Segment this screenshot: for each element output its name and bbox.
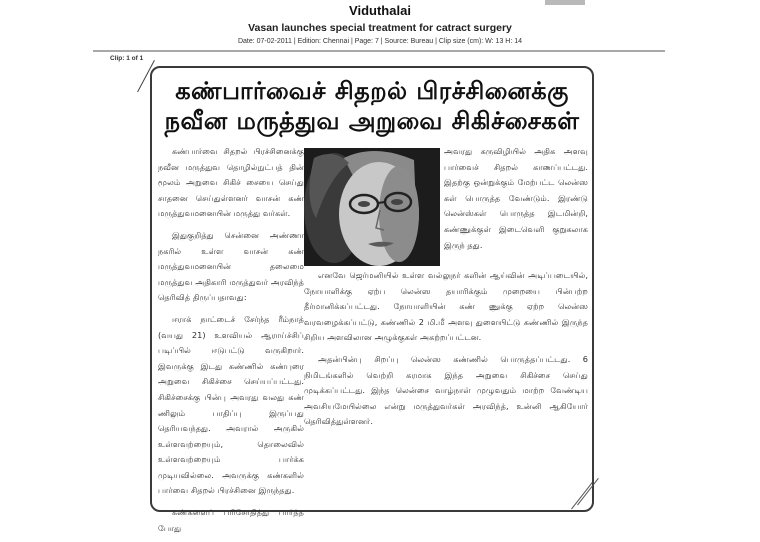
paragraph: கண்பார்வை சிதறல் பிரச்சினைக்கு நவீன மருத்துவ தொழில்நுட்பத் தின் மூலம் அறுவை சிகிச் சையை செய்து சாதனை செய்துள்ளனர் வாசன் கண் மருத்துவமனையின் மருத்து வர்கள். xyxy=(158,146,304,219)
newspaper-clipping xyxy=(150,66,594,533)
clip-count-label: Clip: 1 of 1 xyxy=(110,55,144,62)
paragraph: அவரது கருவிழியில் அதிக அளவு பார்வைச் சிதறல் காணப்பட்டது. இதற்கு ஒன்றுக்கும் மேற்பட்ட லென்ஸ கள் பொருத்த வேண்டும். இரண்டு லென்ஸ்கள் பொருத்த இடமின்றி, கண்ணுக்குள் இடைவெளி குறுகலாக இருந் தது. xyxy=(444,146,588,250)
article-column-left xyxy=(158,144,304,542)
clip-metadata: Date: 07-02-2011 | Edition: Chennai | Page: 7 | Source: Bureau | Clip size (cm): W: 13 H: 14 xyxy=(237,38,523,45)
paragraph: கண்களைப் பரிசோதித்து பார்த்த போது xyxy=(158,507,304,533)
article-headline-line-2: நவீன மருத்துவ அறுவை சிகிச்சைகள் xyxy=(164,107,580,135)
article-column-right-top xyxy=(444,144,588,259)
paragraph: அதன்பின்பு சிறப்பு லென்ஸ கண்ணில் பொருத்தப்பட்டது. 6 நிமிடங்களில் வெற்றி கரமாக இந்த அறுவை சிகிச்சை செய்து முடிக்கப்பட்டது. இந்த லென்சை வாழ்நாள் முழுவதும் மாற்ற வேண்டிய அவசியமேயில்லை என்று மருத்துவர்கள் அரவிந்த், உன்னி ஆகியோர் தெரிவித்துள்ளனர். xyxy=(304,353,588,427)
article-headline-line-1: கண்பார்வைச் சிதறல் பிரச்சினைக்கு xyxy=(175,77,569,105)
paragraph: ஈராக் நாட்டைச் சேர்ந்த ரீம்நாத் (வயது 21) உளவியல் ஆராய்ச்சிப் படிப்பில் ஈடுபட்டு வருகிறார். இவருக்கு இடது கண்ணில் கண்புரை அறுவை சிகிச்சை செய்யப்பட்டது. சிகிச்சைக்கு பின்பு அவரது வலது கண் ணிலும் பாதிப்பு இருப்பது தெரியவந்தது. அவரால் அருகில் உள்ளவற்றையும், தொலைவில் உள்ளவற்றையும் பார்க்க முடியவில்லை. அவருக்கு கண்களில் பார்வை சிதறல் பிரச்சினை இருந்தது. xyxy=(158,313,304,496)
article-photo xyxy=(304,148,440,266)
article-column-right-bottom xyxy=(304,268,588,436)
header-divider xyxy=(93,50,665,52)
woman-with-glasses-image xyxy=(304,148,440,266)
clip-headline: Vasan launches special treatment for catract surgery xyxy=(248,22,512,34)
publication-title: Viduthalai xyxy=(349,3,411,18)
article-headline xyxy=(152,76,592,136)
paragraph: இதுகுறித்து சென்னை அண்ணா நகரில் உள்ள வாசன் கண் மருத்துவமனையின் தலைமை மருத்துவ அதிகாரி மருத்துவர் அரவிந்த் தெரிவித் திருப்பதாவது: xyxy=(158,229,304,303)
paragraph: எனவே ஜெர்மனியில் உள்ள வல்லுநர் களின் ஆய்வின் அடிப்படையில், நோயாளிக்கு ஏற்ப லென்ஸ தயாரிக்கும் முறையை பின்பற்ற தீர்மானிக்கப்பட்டது. நோயாளியின் கண் ணுக்கு ஏற்ற லென்ஸ வரவழைக்கப்பட்டு, கண்ணில் 2 மி.மீ அளவு துளையிட்டு கண்ணில் இருந்த சிறிய அளவிலான அழுக்குகள் அகற்றப்பட்டன. xyxy=(304,270,588,343)
